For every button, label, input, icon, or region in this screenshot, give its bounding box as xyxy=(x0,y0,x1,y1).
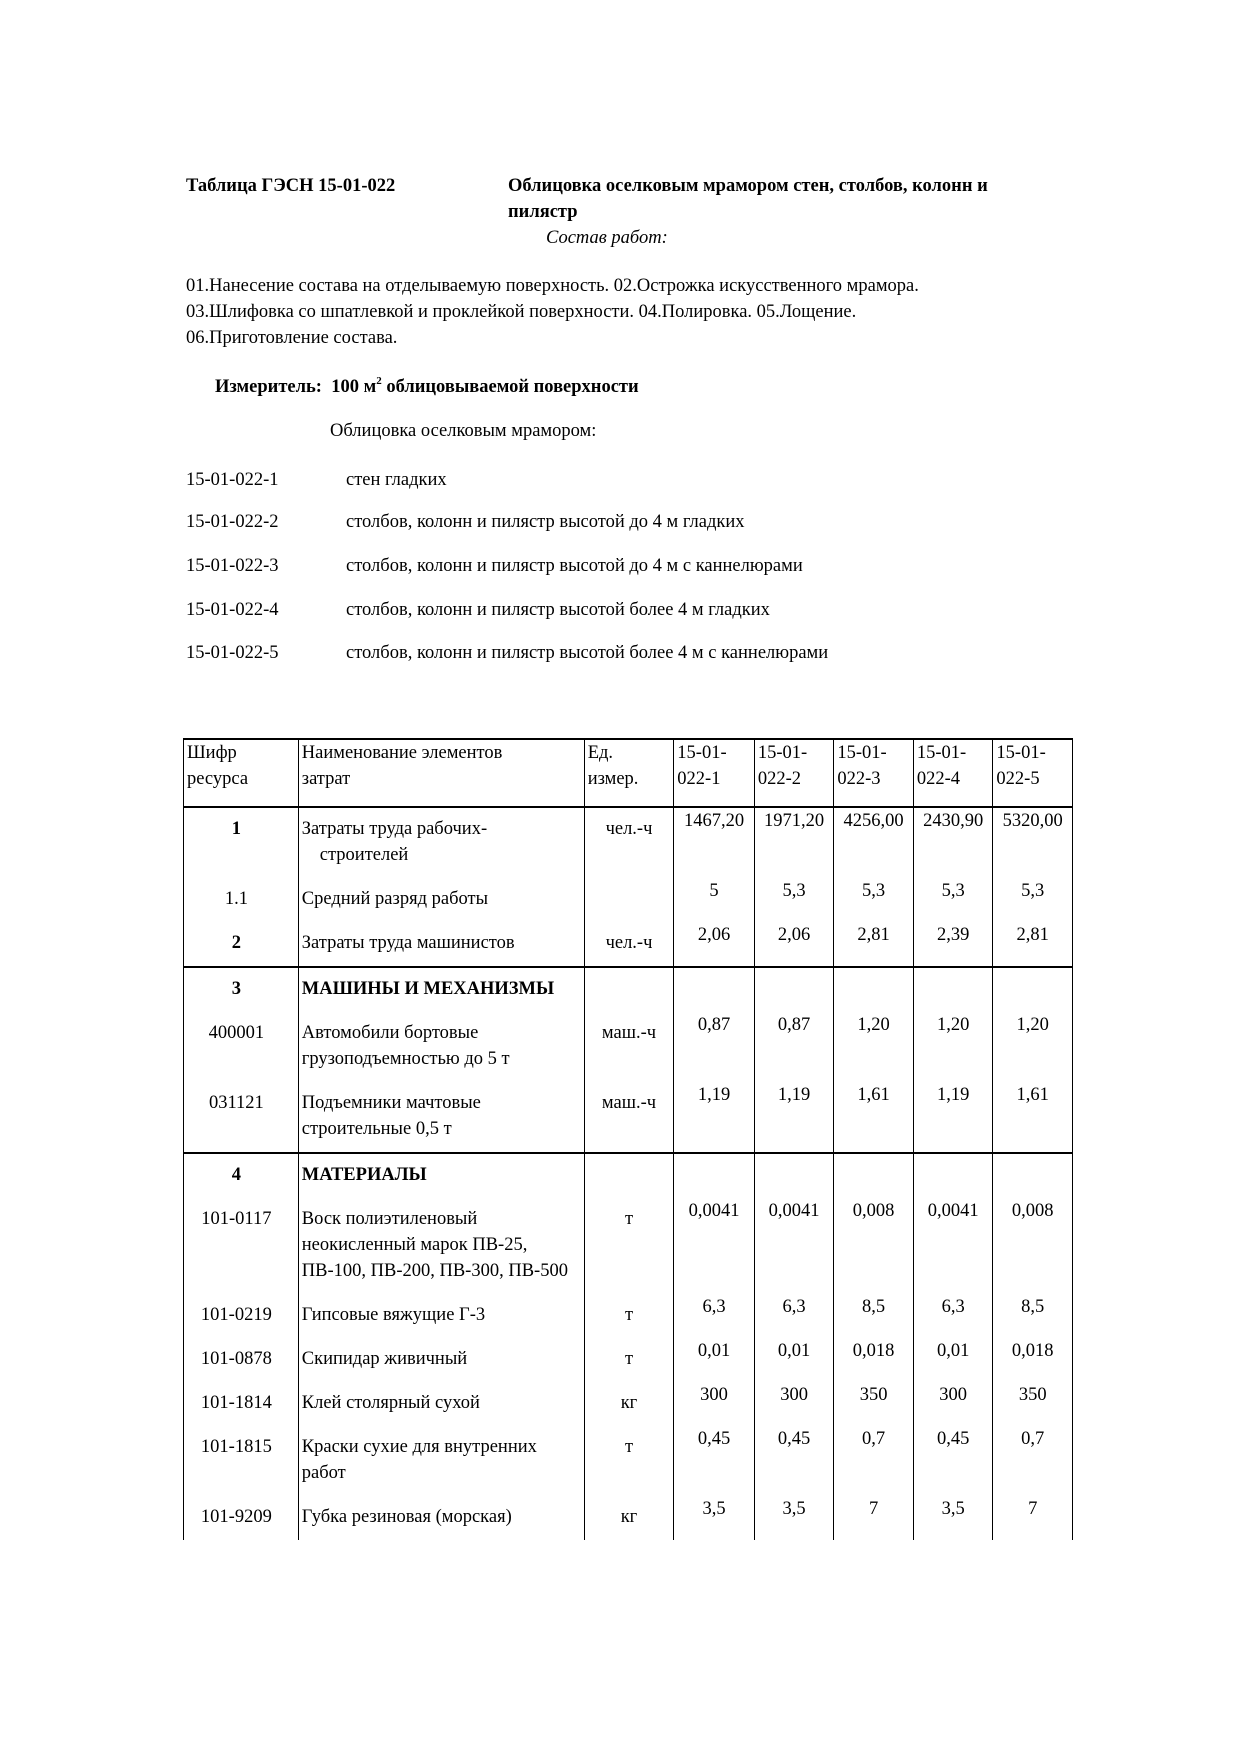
cell-name: Гипсовые вяжущие Г-3 xyxy=(298,1294,584,1338)
meter-unit-text: облицовываемой поверхности xyxy=(386,377,639,397)
cell-name: МАШИНЫ И МЕХАНИЗМЫ xyxy=(298,967,584,1012)
cell-code: 101-1814 xyxy=(184,1382,299,1426)
table-row xyxy=(184,1082,1073,1153)
variant-code-4: 15-01-022-4 xyxy=(186,600,279,620)
cell-value: 2,81 xyxy=(834,922,914,967)
cell-value: 1,19 xyxy=(754,1082,834,1153)
header-variant-4: 15-01- 022-4 xyxy=(913,739,993,807)
table-row xyxy=(184,878,1073,922)
table-row xyxy=(184,1294,1073,1338)
cell-value: 0,87 xyxy=(754,1012,834,1082)
cell-value xyxy=(993,967,1073,1012)
cell-code: 101-0117 xyxy=(184,1198,299,1294)
cell-value: 0,018 xyxy=(993,1338,1073,1382)
cell-code: 101-0878 xyxy=(184,1338,299,1382)
cell-value xyxy=(993,1153,1073,1198)
cell-value: 3,5 xyxy=(754,1496,834,1540)
cell-value: 300 xyxy=(913,1382,993,1426)
meter-line xyxy=(215,375,639,398)
meter-value: 100 м xyxy=(331,377,377,397)
cell-value: 0,008 xyxy=(834,1198,914,1294)
cell-value: 5,3 xyxy=(913,878,993,922)
cell-code: 2 xyxy=(184,922,299,967)
cell-code: 031121 xyxy=(184,1082,299,1153)
cell-value: 8,5 xyxy=(834,1294,914,1338)
cell-value xyxy=(834,967,914,1012)
composition-line-3: 06.Приготовление состава. xyxy=(186,328,398,348)
cell-value: 0,7 xyxy=(834,1426,914,1496)
cell-value xyxy=(754,967,834,1012)
cell-unit xyxy=(584,878,674,922)
cell-code: 1.1 xyxy=(184,878,299,922)
table-section-row xyxy=(184,967,1073,1012)
cell-code: 400001 xyxy=(184,1012,299,1082)
cell-value xyxy=(674,967,755,1012)
cell-value: 7 xyxy=(834,1496,914,1540)
header-variant-1: 15-01- 022-1 xyxy=(674,739,755,807)
cell-value: 300 xyxy=(674,1382,755,1426)
table-row xyxy=(184,1496,1073,1540)
cell-value: 1971,20 xyxy=(754,807,834,878)
cell-value: 6,3 xyxy=(674,1294,755,1338)
cell-value: 2430,90 xyxy=(913,807,993,878)
header-variant-5: 15-01- 022-5 xyxy=(993,739,1073,807)
cell-value: 2,39 xyxy=(913,922,993,967)
cell-value: 5,3 xyxy=(754,878,834,922)
cell-code: 101-9209 xyxy=(184,1496,299,1540)
cell-code: 101-0219 xyxy=(184,1294,299,1338)
cell-value: 0,0041 xyxy=(674,1198,755,1294)
composition-line-2: 03.Шлифовка со шпатлевкой и проклейкой поверхности. 04.Полировка. 05.Лощение. xyxy=(186,302,857,322)
cell-name: Затраты труда рабочих- строителей xyxy=(298,807,584,878)
cell-value: 0,01 xyxy=(913,1338,993,1382)
cell-name: Подъемники мачтовые строительные 0,5 т xyxy=(298,1082,584,1153)
cell-value: 1,20 xyxy=(913,1012,993,1082)
variant-code-2: 15-01-022-2 xyxy=(186,512,279,532)
cell-value: 6,3 xyxy=(754,1294,834,1338)
cell-unit: маш.-ч xyxy=(584,1082,674,1153)
cell-value xyxy=(834,1153,914,1198)
cell-value xyxy=(913,967,993,1012)
cell-name: Автомобили бортовые грузоподъемностью до 5 т xyxy=(298,1012,584,1082)
cell-value xyxy=(913,1153,993,1198)
resource-table xyxy=(183,738,1073,1540)
cell-value: 7 xyxy=(993,1496,1073,1540)
variant-desc-4: столбов, колонн и пилястр высотой более 4 м гладких xyxy=(346,600,770,620)
cell-value: 1,20 xyxy=(993,1012,1073,1082)
cell-unit: чел.-ч xyxy=(584,922,674,967)
composition-line-1: 01.Нанесение состава на отделываемую поверхность. 02.Острожка искусственного мрамора. xyxy=(186,276,919,296)
table-title-line1: Облицовка оселковым мрамором стен, столбов, колонн и xyxy=(508,176,988,196)
variant-code-5: 15-01-022-5 xyxy=(186,643,279,663)
variant-code-3: 15-01-022-3 xyxy=(186,556,279,576)
cell-value: 1,19 xyxy=(674,1082,755,1153)
cell-value: 0,87 xyxy=(674,1012,755,1082)
cell-code: 1 xyxy=(184,807,299,878)
cell-unit: чел.-ч xyxy=(584,807,674,878)
cell-value: 1467,20 xyxy=(674,807,755,878)
cell-value: 8,5 xyxy=(993,1294,1073,1338)
table-row xyxy=(184,922,1073,967)
cell-name: Скипидар живичный xyxy=(298,1338,584,1382)
meter-label: Измеритель: xyxy=(215,377,322,397)
cell-name: Воск полиэтиленовый неокисленный марок ПВ-25, ПВ-100, ПВ-200, ПВ-300, ПВ-500 xyxy=(298,1198,584,1294)
cell-name: Клей столярный сухой xyxy=(298,1382,584,1426)
cell-value: 5 xyxy=(674,878,755,922)
cell-unit xyxy=(584,967,674,1012)
meter-superscript: 2 xyxy=(376,375,382,387)
table-row xyxy=(184,1426,1073,1496)
cell-value: 350 xyxy=(993,1382,1073,1426)
cell-unit xyxy=(584,1153,674,1198)
cell-value: 300 xyxy=(754,1382,834,1426)
cell-value: 0,45 xyxy=(674,1426,755,1496)
cell-unit: т xyxy=(584,1294,674,1338)
cell-value: 5,3 xyxy=(834,878,914,922)
header-variant-3: 15-01- 022-3 xyxy=(834,739,914,807)
table-row xyxy=(184,807,1073,878)
cell-value: 3,5 xyxy=(913,1496,993,1540)
cell-value: 0,0041 xyxy=(913,1198,993,1294)
cell-value: 5320,00 xyxy=(993,807,1073,878)
table-row xyxy=(184,1382,1073,1426)
cell-code: 4 xyxy=(184,1153,299,1198)
cell-value: 0,008 xyxy=(993,1198,1073,1294)
cell-value: 2,06 xyxy=(754,922,834,967)
header-name: Наименование элементов затрат xyxy=(298,739,584,807)
table-row xyxy=(184,1338,1073,1382)
cell-name: Затраты труда машинистов xyxy=(298,922,584,967)
variants-subtitle: Облицовка оселковым мрамором: xyxy=(330,421,597,441)
cell-value: 1,61 xyxy=(834,1082,914,1153)
cell-name: Средний разряд работы xyxy=(298,878,584,922)
cell-value: 2,06 xyxy=(674,922,755,967)
cell-value: 0,018 xyxy=(834,1338,914,1382)
header-code: Шифр ресурса xyxy=(184,739,299,807)
variant-desc-3: столбов, колонн и пилястр высотой до 4 м с каннелюрами xyxy=(346,556,803,576)
cell-value: 0,45 xyxy=(913,1426,993,1496)
cell-value: 1,20 xyxy=(834,1012,914,1082)
variant-desc-1: стен гладких xyxy=(346,470,447,490)
cell-value: 1,61 xyxy=(993,1082,1073,1153)
cell-value: 0,01 xyxy=(754,1338,834,1382)
header-unit: Ед. измер. xyxy=(584,739,674,807)
cell-value: 2,81 xyxy=(993,922,1073,967)
cell-name: Краски сухие для внутренних работ xyxy=(298,1426,584,1496)
cell-value: 350 xyxy=(834,1382,914,1426)
table-row xyxy=(184,1198,1073,1294)
table-title-line2: пилястр xyxy=(508,202,578,222)
cell-value: 5,3 xyxy=(993,878,1073,922)
cell-value: 3,5 xyxy=(674,1496,755,1540)
cell-unit: т xyxy=(584,1338,674,1382)
cell-name: Губка резиновая (морская) xyxy=(298,1496,584,1540)
variant-code-1: 15-01-022-1 xyxy=(186,470,279,490)
cell-value: 0,7 xyxy=(993,1426,1073,1496)
cell-value: 0,45 xyxy=(754,1426,834,1496)
cell-code: 3 xyxy=(184,967,299,1012)
cell-value: 4256,00 xyxy=(834,807,914,878)
table-label: Таблица ГЭСН 15-01-022 xyxy=(186,176,396,196)
cell-value xyxy=(674,1153,755,1198)
cell-value: 6,3 xyxy=(913,1294,993,1338)
cell-unit: кг xyxy=(584,1382,674,1426)
table-section-row xyxy=(184,1153,1073,1198)
table-row xyxy=(184,1012,1073,1082)
table-header-row xyxy=(184,739,1073,807)
header-variant-2: 15-01- 022-2 xyxy=(754,739,834,807)
composition-label: Состав работ: xyxy=(546,228,668,248)
cell-unit: кг xyxy=(584,1496,674,1540)
cell-name: МАТЕРИАЛЫ xyxy=(298,1153,584,1198)
cell-unit: т xyxy=(584,1426,674,1496)
cell-value: 1,19 xyxy=(913,1082,993,1153)
cell-value: 0,0041 xyxy=(754,1198,834,1294)
variant-desc-5: столбов, колонн и пилястр высотой более 4 м с каннелюрами xyxy=(346,643,829,663)
cell-unit: маш.-ч xyxy=(584,1012,674,1082)
variant-desc-2: столбов, колонн и пилястр высотой до 4 м гладких xyxy=(346,512,745,532)
cell-unit: т xyxy=(584,1198,674,1294)
cell-value: 0,01 xyxy=(674,1338,755,1382)
cell-value xyxy=(754,1153,834,1198)
cell-code: 101-1815 xyxy=(184,1426,299,1496)
